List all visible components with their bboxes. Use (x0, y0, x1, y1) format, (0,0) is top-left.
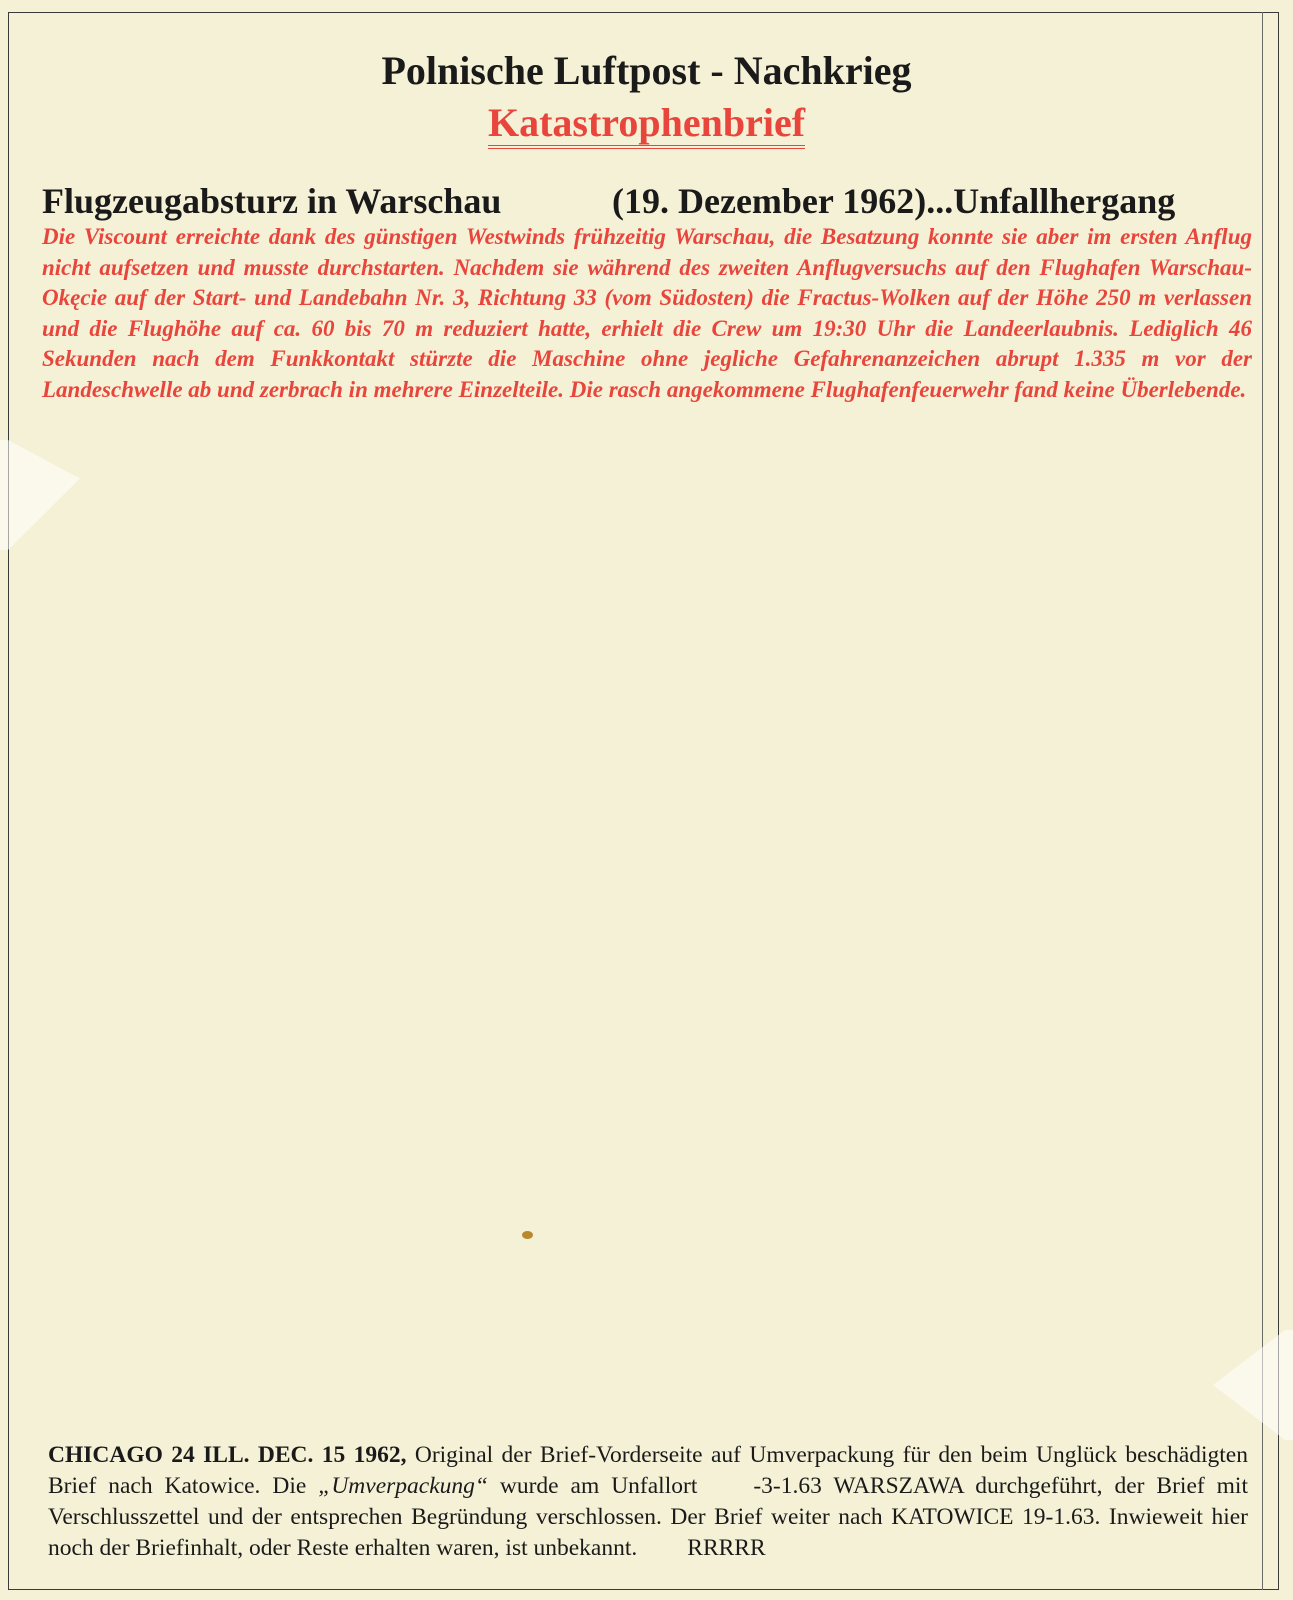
caption-text-2: wurde am Unfallort (487, 1473, 698, 1499)
page-subtitle (0, 99, 1293, 146)
cover-postmark: CHICAGO 24 ILL. DEC. 15 1962, (48, 1442, 407, 1468)
rarity-marking: RRRRR (687, 1535, 766, 1561)
accident-description: Die Viscount erreichte dank des günstigen Westwinds frühzeitig Warschau, die Besatzung konnte sie aber im ersten Anflug nicht aufsetzen und musste durchstarten. Nachdem sie während des zweiten Anflugversuchs auf den Flughafen Warschau-Okęcie auf der Start- und Landebahn Nr. 3, Richtung 33 (vom Südosten) die Fractus-Wolken auf der Höhe 250 m verlassen und die Flughöhe auf ca. 60 bis 70 m reduziert hatte, erhielt die Crew um 19:30 Uhr die Landeerlaubnis. Lediglich 46 Sekunden nach dem Funkkontakt stürzte die Maschine ohne jegliche Gefahrenanzeichen abrupt 1.335 m vor der Landeschwelle ab und zerbrach in mehrere Einzelteile. Die rasch angekommene Flughafenfeuerwehr fand keine Überlebende. (42, 224, 1252, 402)
paper-stain (522, 1231, 533, 1239)
caption-italic: „Umverpackung“ (318, 1473, 488, 1499)
section-heading-date: (19. Dezember 1962)...Unfallhergang (612, 181, 1176, 221)
section-heading (42, 180, 1252, 222)
cover-caption (48, 1440, 1248, 1564)
page-title: Polnische Luftpost - Nachkrieg (381, 48, 912, 93)
page-subtitle-text: Katastrophenbrief (488, 100, 805, 149)
caption-text-3: -3-1.63 WARSZAWA durchgeführt, der Brief mit Verschlusszettel und der entsprechen Begründung verschlossen. Der Brief weiter nach KATOWICE 19-1.63. Inwieweit hier noch der Briefinhalt, oder Reste erhalten waren, ist unbekannt. (48, 1473, 1248, 1561)
caption-text-1: Original der Brief-Vorderseite auf Umverpackung für den beim Unglück beschädigten Brief nach Katowice. Die (48, 1442, 1248, 1499)
section-heading-place: Flugzeugabsturz in Warschau (42, 181, 502, 221)
